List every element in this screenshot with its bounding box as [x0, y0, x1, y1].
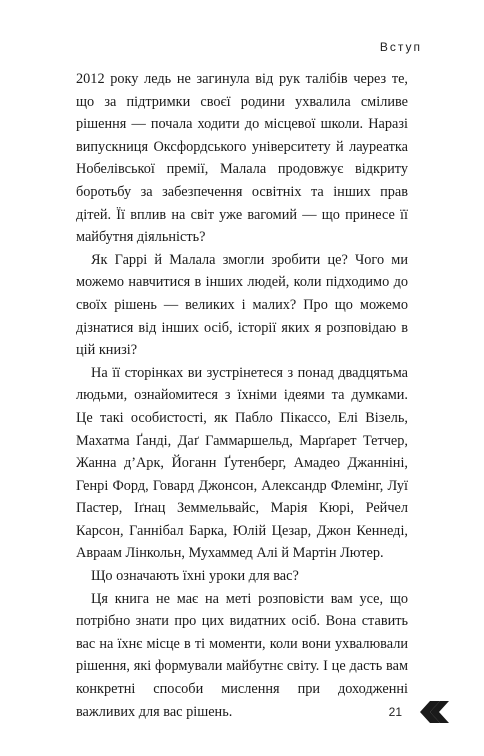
body-text — [76, 68, 408, 723]
paragraph: На її сторінках ви зустрінетеся з понад двадцятьма людьми, ознайомитеся з їхніми ідеями та думками. Це такі особистості, як Пабло Пікассо, Елі Візель, Махатма Ґанді, Даґ Гаммаршельд, Марґарет Тетчер, Жанна д’Арк, Йоганн Ґутенберг, Амадео Джанніні, Генрі Форд, Говард Джонсон, Александр Флемінг, Луї Пастер, Іґнац Земмельвайс, Марія Кюрі, Рейчел Карсон, Ганнібал Барка, Юлій Цезар, Джон Кеннеді, Авраам Лінкольн, Мухаммед Алі й Мартін Лютер. — [76, 364, 408, 562]
paragraph: 2012 року ледь не загинула від рук талібів через те, що за підтримки своєї родини ухвалила сміливе рішення — почала ходити до місцевої школи. Наразі випускниця Оксфордського університету й лауреатка Нобелівської премії, Малала продовжує відкриту боротьбу за забезпечення освітніх та інших прав дітей. Її вплив на світ уже вагомий — що принесе її майбутня діяльність? — [76, 71, 408, 246]
page-footer — [0, 699, 484, 725]
paragraph: Що означають їхні уроки для вас? — [91, 568, 299, 585]
paragraph: Як Гаррі й Малала змогли зробити це? Чого ми можемо навчитися в інших людей, коли підходимо до своїх рішень — великих і малих? Про що можемо дізнатися від інших осіб, історії яких я розповідаю в цій книзі? — [76, 251, 408, 359]
page-number: 21 — [388, 705, 402, 719]
double-chevron-left-icon — [416, 699, 450, 725]
running-title: Вступ — [379, 40, 422, 54]
paragraph: Ця книга не має на меті розповісти вам усе, що потрібно знати про цих видатних осіб. Вона ставить вас на їхнє місце в ті моменти, коли вони ухвалювали рішення, які формували майбутнє світу. І це дасть вам конкретні способи мислення при доходженні важливих для вас рішень. — [76, 590, 408, 720]
